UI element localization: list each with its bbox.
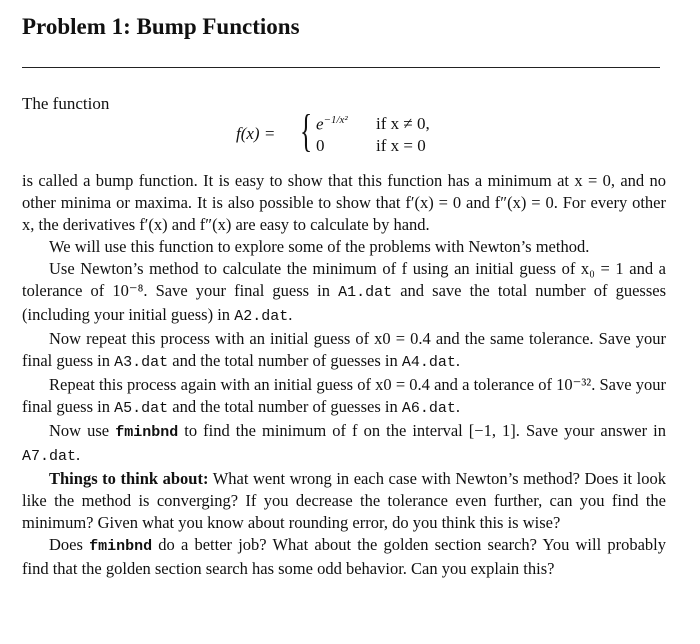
file-a5: A5.dat bbox=[114, 400, 169, 417]
paragraph-3 bbox=[22, 258, 666, 328]
equation-case1-exponent: −1/x² bbox=[323, 114, 348, 126]
p5-text-b: and the total number of guesses in bbox=[168, 397, 402, 416]
p5-text-a: Repeat this process again with an initial guess of x0 = 0.4 and a tolerance of 10⁻³². Save your final guess in bbox=[22, 375, 666, 416]
p4-text-a: Now repeat this process with an initial guess of x0 = 0.4 and the same tolerance. Save your final guess in bbox=[22, 329, 666, 370]
paragraph-6 bbox=[22, 420, 666, 468]
equation-case1-condition: if x ≠ 0, bbox=[376, 114, 430, 133]
file-a6: A6.dat bbox=[401, 400, 456, 417]
fminbnd-command: fminbnd bbox=[115, 424, 179, 441]
equation-brace: { bbox=[300, 105, 313, 156]
p3-text-b: and save the total number of guesses (including your initial guess) in bbox=[22, 281, 667, 324]
equation-case1-value bbox=[316, 114, 348, 135]
problem-body bbox=[22, 170, 666, 580]
p8-text-a: Does bbox=[49, 535, 90, 554]
equation-case2-condition: if x = 0 bbox=[376, 136, 426, 155]
fminbnd-command-2: fminbnd bbox=[89, 538, 153, 555]
p3-text-c: . bbox=[288, 305, 293, 324]
file-a4: A4.dat bbox=[401, 354, 456, 371]
p5-text-c: . bbox=[455, 397, 460, 416]
file-a2: A2.dat bbox=[234, 308, 289, 325]
equation-case1-base: e bbox=[316, 114, 324, 134]
equation-lhs: f(x) = bbox=[236, 124, 276, 143]
paragraph-1: is called a bump function. It is easy to show that this function has a minimum at x = 0, and no other minima or maxima. It is also possible to show that f′(x) = 0 and f″(x) = 0. For every other x, the derivatives f′(x) and f″(x) are easy to calculate by hand. bbox=[22, 171, 666, 234]
p3-text-a: Use Newton’s method to calculate the minimum of f using an initial guess of x₀ = 1 and a tolerance of 10⁻⁸. Save your final guess in bbox=[22, 259, 666, 300]
paragraph-8 bbox=[22, 534, 666, 580]
things-to-think-heading: Things to think about: bbox=[49, 469, 209, 488]
file-a1: A1.dat bbox=[338, 284, 393, 301]
paragraph-2: We will use this function to explore some of the problems with Newton’s method. bbox=[49, 237, 590, 256]
paragraph-5 bbox=[22, 374, 666, 420]
p6-text-b: to find the minimum of f on the interval [−1, 1]. Save your answer in bbox=[178, 421, 666, 440]
p6-text-c: . bbox=[76, 445, 81, 464]
paragraph-4 bbox=[22, 328, 666, 374]
intro-text: The function bbox=[22, 94, 110, 113]
problem-title: Problem 1: Bump Functions bbox=[22, 14, 300, 39]
file-a3: A3.dat bbox=[114, 354, 169, 371]
p6-text-a: Now use bbox=[49, 421, 116, 440]
p4-text-c: . bbox=[455, 351, 460, 370]
file-a7: A7.dat bbox=[22, 448, 77, 465]
p4-text-b: and the total number of guesses in bbox=[168, 351, 402, 370]
p7-text: What went wrong in each case with Newton’s method? Does it look like the method is converging? If you decrease the tolerance even further, can you find the minimum? Given what you know about rounding error, do you think this is wise? bbox=[22, 469, 667, 532]
title-divider bbox=[22, 67, 660, 68]
p8-text-b: do a better job? What about the golden section search? You will probably find that the golden section search has some odd behavior. Can you explain this? bbox=[22, 535, 666, 578]
paragraph-7 bbox=[22, 468, 666, 534]
equation-case2-value: 0 bbox=[316, 136, 325, 155]
